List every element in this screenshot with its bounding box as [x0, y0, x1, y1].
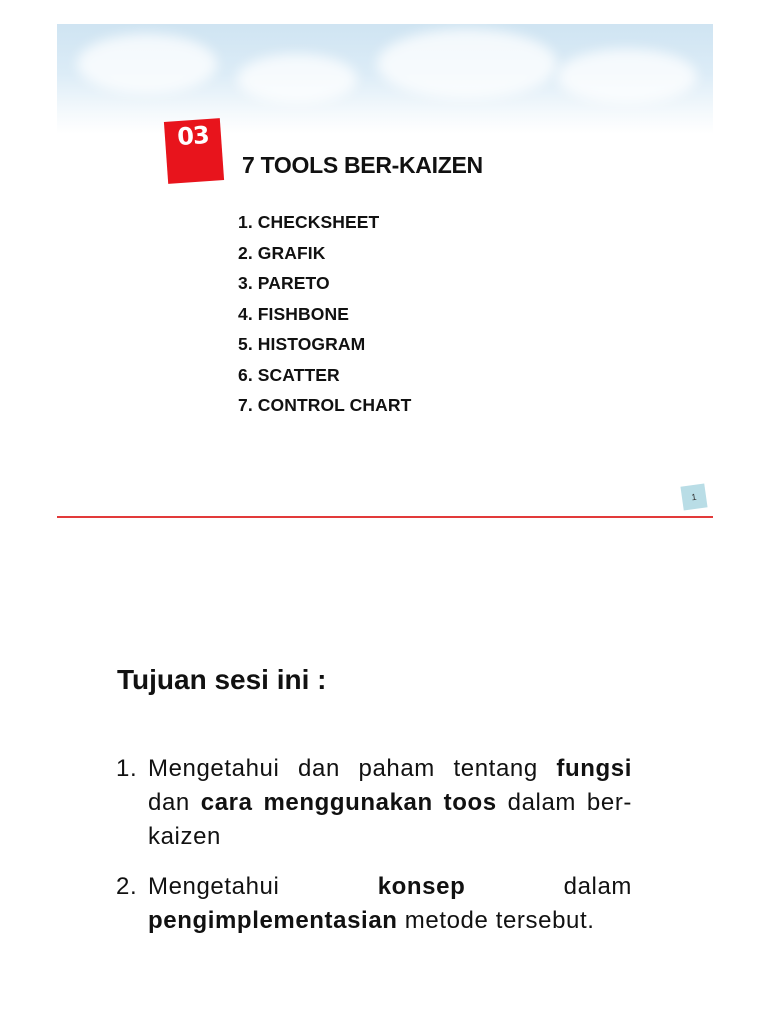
cloud-decoration [237, 54, 357, 104]
slide-kaizen-tools [57, 24, 713, 519]
tool-item-pareto: 3. PARETO [238, 273, 330, 293]
goal-text: Mengetahui dan paham tentang [148, 755, 557, 782]
sky-banner [57, 24, 713, 134]
goal-item [116, 870, 632, 938]
section-badge [164, 118, 224, 184]
tool-item-histogram: 5. HISTOGRAM [238, 334, 366, 354]
cloud-decoration [77, 34, 217, 94]
goal-text: dalam [465, 873, 632, 900]
tool-item-checksheet: 1. CHECKSHEET [238, 212, 380, 232]
cloud-decoration [557, 49, 697, 104]
goal-emphasis: pengimplementasian [148, 907, 398, 934]
tool-item-grafik: 2. GRAFIK [238, 242, 326, 263]
tool-item-fishbone: 4. FISHBONE [238, 303, 349, 324]
tool-item-control-chart: 7. CONTROL CHART [238, 395, 412, 415]
goal-emphasis: cara menggunakan toos [200, 789, 497, 816]
goal-text: dan [148, 789, 201, 816]
goals-list [116, 752, 632, 938]
session-goals-heading: Tujuan sesi ini : [117, 664, 327, 695]
page-number: 1 [690, 491, 698, 503]
slide-title: 7 TOOLS BER-KAIZEN [242, 152, 483, 178]
section-number: 03 [176, 120, 210, 152]
goal-number: 1. [116, 755, 138, 782]
slide-divider [57, 516, 713, 518]
goal-text: metode tersebut. [397, 907, 595, 934]
tools-list [238, 212, 411, 426]
goal-item [116, 752, 632, 854]
goal-emphasis: konsep [377, 873, 466, 900]
tool-item-scatter: 6. SCATTER [238, 364, 340, 385]
goal-text: dalam ber-kaizen [148, 789, 633, 850]
goal-text: Mengetahui [148, 873, 378, 900]
page-number-tag [680, 483, 707, 510]
goal-emphasis: fungsi [556, 755, 632, 782]
goal-number: 2. [116, 873, 138, 900]
cloud-decoration [377, 29, 557, 99]
